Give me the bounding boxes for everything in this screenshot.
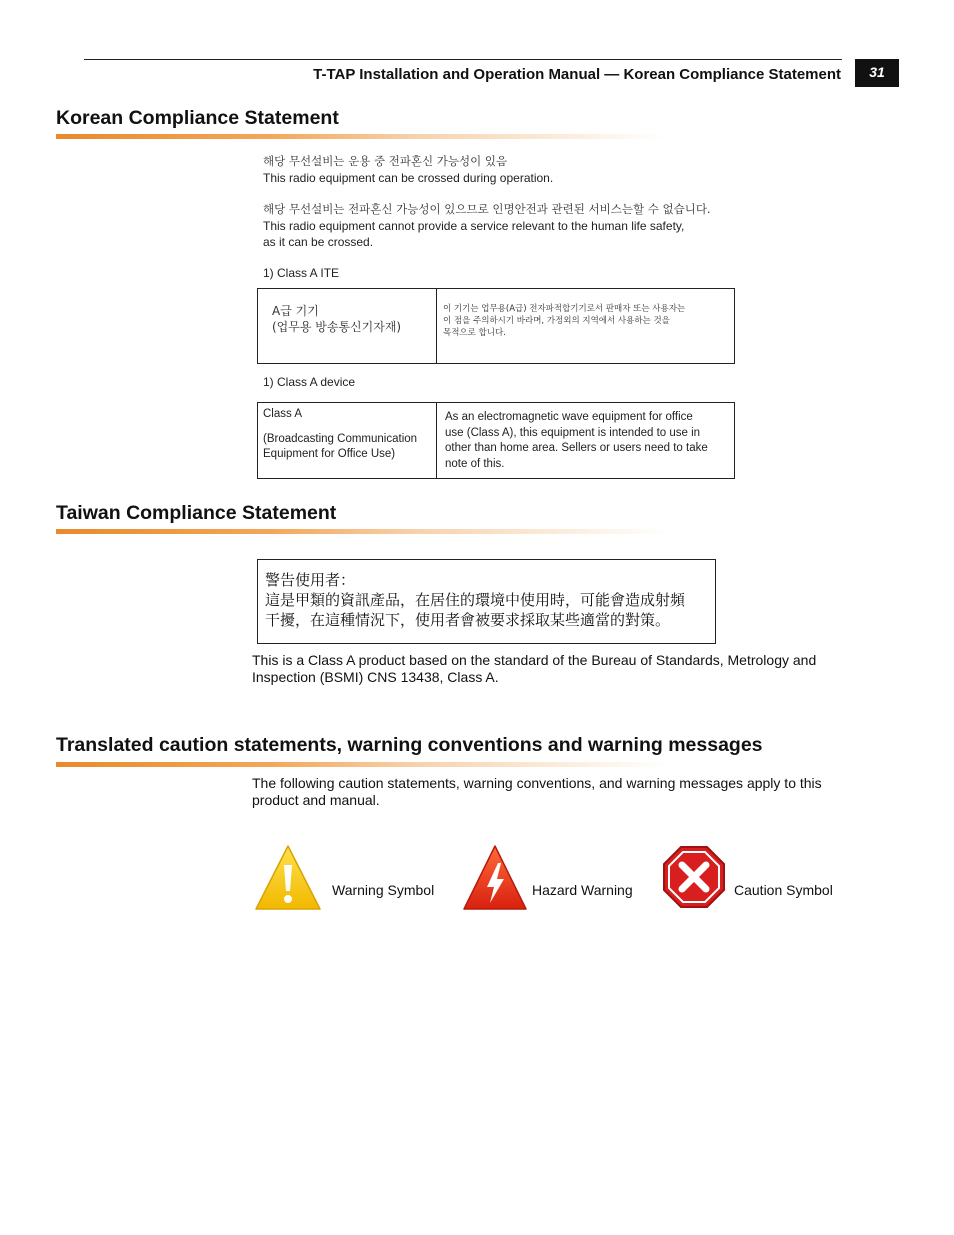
taiwan-english-paragraph [252, 652, 852, 686]
korean-class-left-line1: A급 기기 [272, 304, 319, 318]
english-class-right-line3: other than home area. Sellers or users need to take [445, 442, 708, 454]
korean-class-right-line1: 이 기기는 업무용(A급) 전자파적합기기로서 판매자 또는 사용자는 [443, 304, 686, 314]
korean-class-table-right [437, 289, 735, 364]
english-class-right-line1: As an electromagnetic wave equipment for office [445, 411, 693, 423]
english-class-left-line2: (Broadcasting Communication [263, 432, 418, 445]
taiwan-english-line1: This is a Class A product based on the standard of the Bureau of Standards, Metrology and [252, 652, 817, 668]
caution-octagon-icon [662, 845, 726, 909]
taiwan-warning-line1: 警告使用者： [265, 571, 356, 589]
english-class-right-line4: note of this. [445, 457, 505, 470]
korean-notice-2-en-b: as it can be crossed. [263, 235, 374, 249]
korean-heading-underline [56, 134, 666, 139]
korean-class-left-line2: (업무용 방송통신기자재) [272, 320, 402, 334]
korean-class-table-left [258, 289, 437, 364]
translated-intro-paragraph [252, 775, 862, 809]
korean-notice-2-en-a: This radio equipment cannot provide a service relevant to the human life safety, [263, 219, 685, 233]
caution-symbol-label: Caution Symbol [734, 882, 833, 898]
warning-symbol-label: Warning Symbol [332, 882, 435, 898]
english-class-right-line2: use (Class A), this equipment is intended to use in [445, 426, 701, 439]
taiwan-english-line2: Inspection (BSMI) CNS 13438, Class A. [252, 669, 499, 685]
taiwan-warning-line3: 干擾，在這種情況下，使用者會被要求採取某些適當的對策。 [265, 611, 671, 629]
english-class-table-right [437, 403, 735, 479]
korean-class-table [257, 288, 735, 364]
warning-triangle-icon [254, 843, 322, 913]
translated-intro-line2: product and manual. [252, 792, 380, 808]
hazard-lightning-icon [462, 843, 528, 913]
running-title: T-TAP Installation and Operation Manual — Korean Compliance Statement [313, 66, 841, 83]
korean-notice-1-en: This radio equipment can be crossed during operation. [263, 171, 554, 185]
translated-heading: Translated caution statements, warning conventions and warning messages [56, 734, 763, 756]
taiwan-heading: Taiwan Compliance Statement [56, 502, 337, 524]
korean-notice-1: 해당 무선설비는 운용 중 전파혼신 가능성이 있음 [263, 154, 508, 168]
hazard-warning-label: Hazard Warning [532, 882, 633, 898]
taiwan-warning-line2: 這是甲類的資訊產品，在居住的環境中使用時，可能會造成射頻 [265, 591, 686, 609]
english-class-left-line1: Class A [263, 408, 302, 420]
translated-heading-underline [56, 762, 666, 767]
english-class-table [257, 402, 735, 479]
translated-intro-line1: The following caution statements, warning conventions, and warning messages apply to this [252, 775, 822, 791]
header-rule [84, 59, 842, 60]
class-a-device-label: 1) Class A device [263, 375, 356, 389]
page-number: 31 [855, 59, 899, 87]
english-class-table-left [258, 403, 437, 479]
korean-notice-2: 해당 무선설비는 전파혼신 가능성이 있으므로 인명안전과 관련된 서비스는할 수 없습니다. [263, 202, 711, 216]
english-class-left-line3: Equipment for Office Use) [263, 448, 396, 460]
korean-class-right-line2: 이 점을 주의하시기 바라며, 가정외의 지역에서 사용하는 것을 [443, 316, 670, 326]
taiwan-warning-box [257, 559, 716, 644]
korean-class-right-line3: 목적으로 합니다. [443, 328, 506, 338]
taiwan-heading-underline [56, 529, 666, 534]
class-a-ite-label: 1) Class A ITE [263, 266, 340, 280]
korean-heading: Korean Compliance Statement [56, 107, 339, 129]
